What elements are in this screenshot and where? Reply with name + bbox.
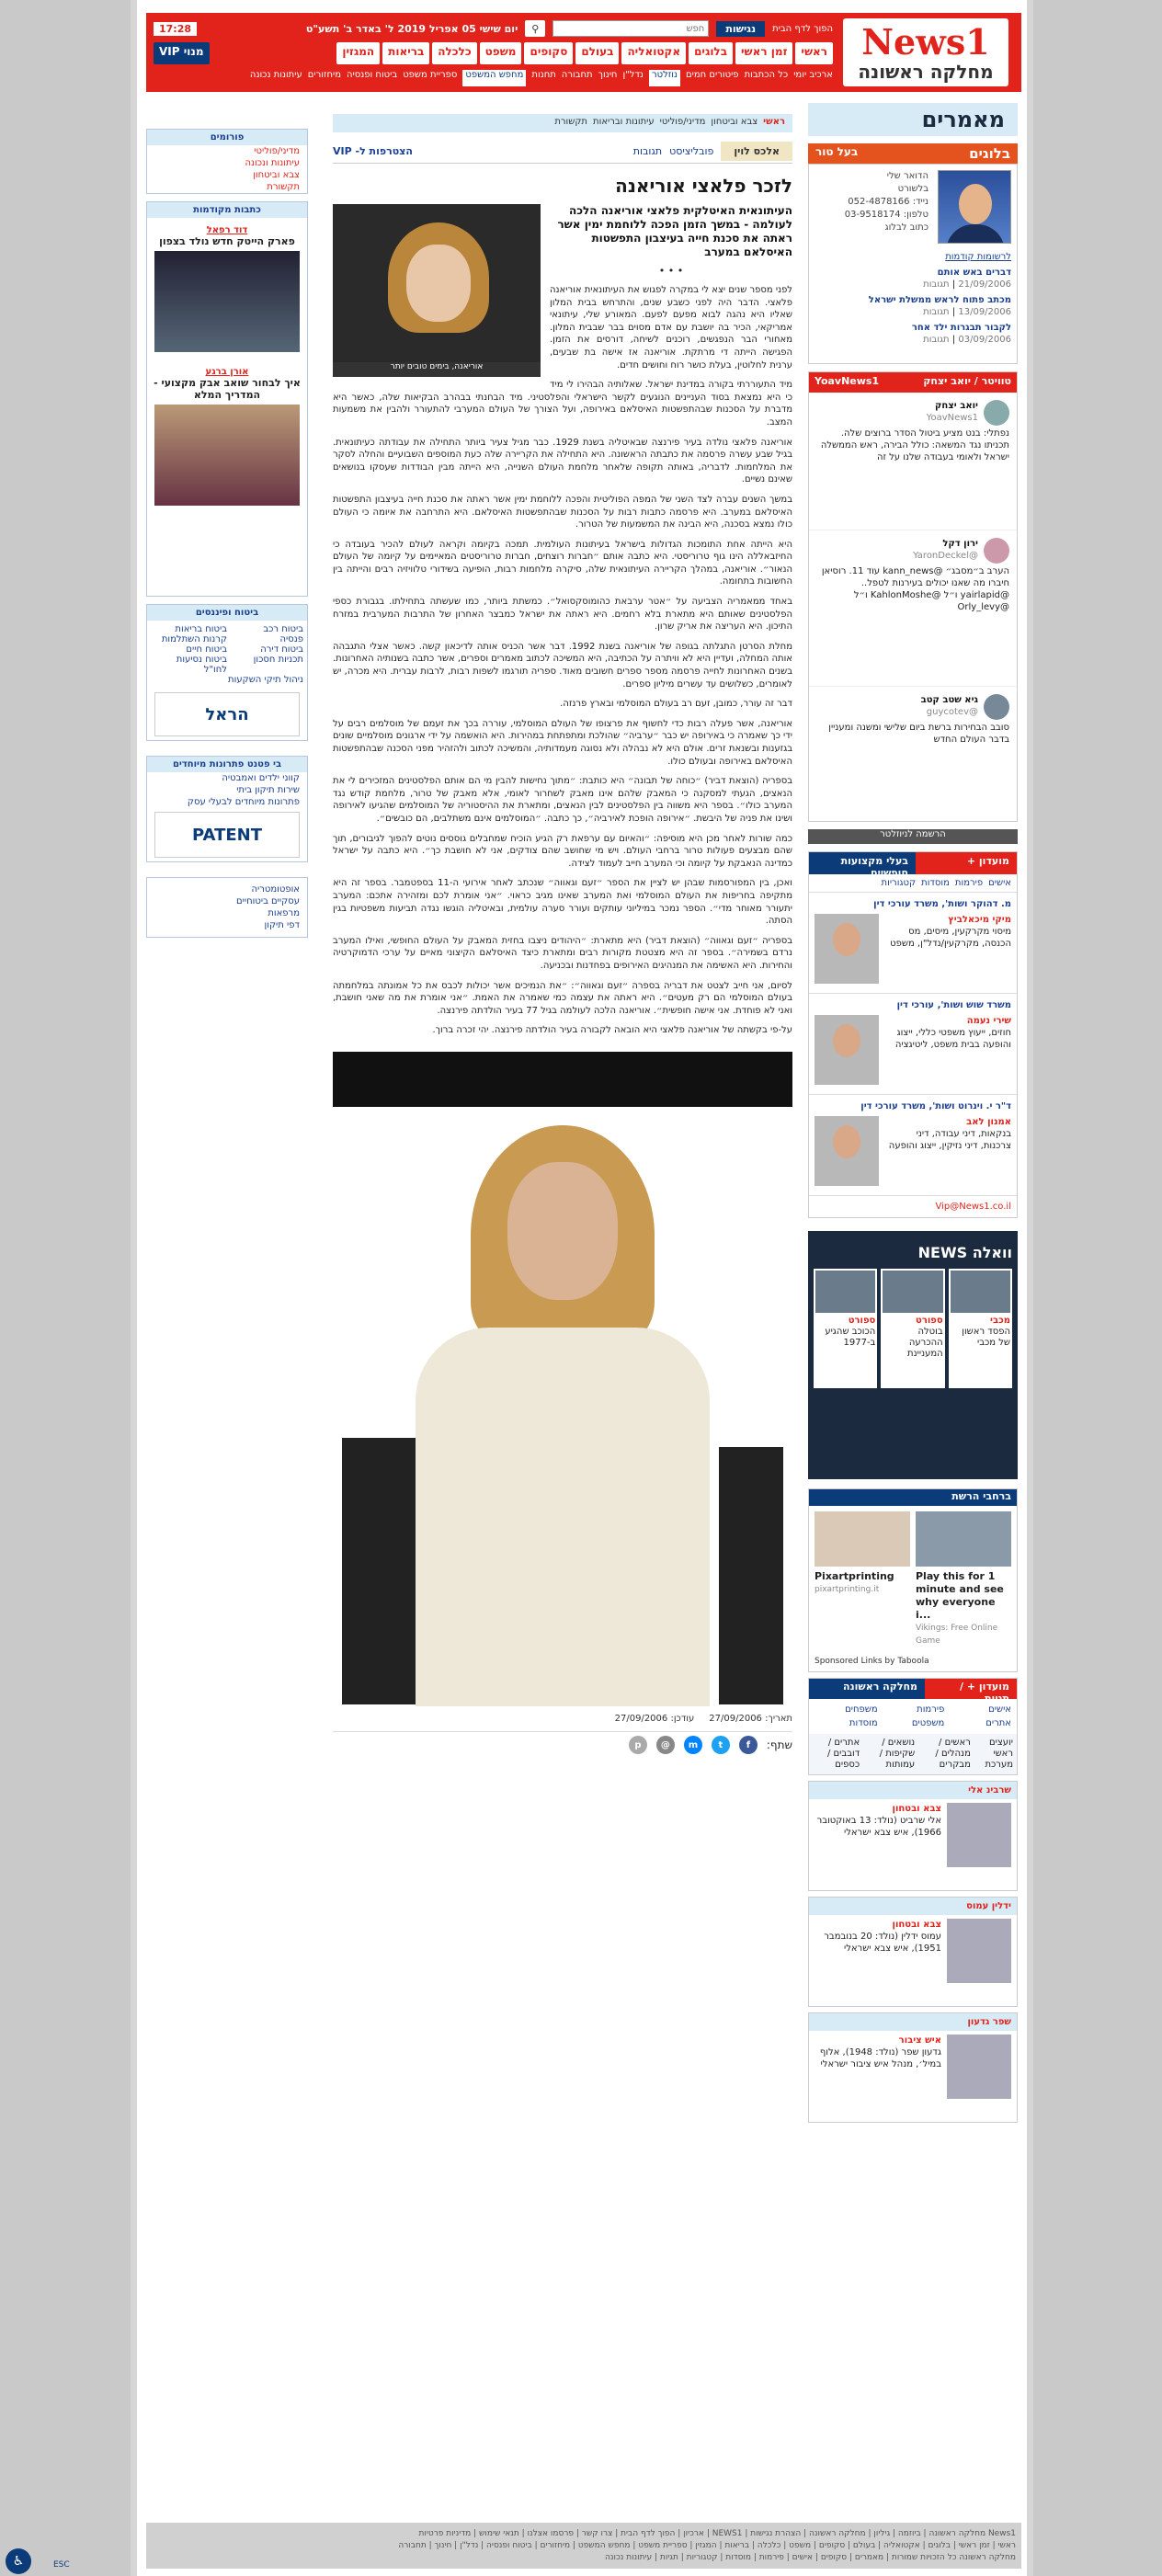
person-category[interactable]: איש ציבור bbox=[898, 2035, 941, 2046]
walla-logo[interactable]: וואלה NEWS bbox=[917, 1244, 1012, 1261]
article bbox=[333, 114, 792, 1759]
subnav-item[interactable]: מחפש המשפט bbox=[462, 70, 526, 86]
tweet-avatar[interactable] bbox=[984, 400, 1009, 426]
messenger-icon[interactable]: m bbox=[684, 1736, 702, 1754]
blog-posts: לרשומות קודמות דברים באש אותם 21/09/2006 | תגובות מכתב פתוח לראש ממשלת ישראל 13/09/2006 | תגובות לקבור תבגרות ילד אחר 03/09/2006 | תגובות bbox=[815, 244, 1011, 346]
person-name[interactable]: ידלין עמוס bbox=[809, 1898, 1017, 1915]
walla-item[interactable] bbox=[881, 1269, 944, 1388]
promoted-image[interactable] bbox=[154, 251, 300, 352]
taboola-item[interactable] bbox=[916, 1511, 1011, 1647]
blogger-info-line[interactable]: הדואר שלי bbox=[886, 171, 928, 181]
lawyer-areas: חוזים, ייעוץ משפטי כללי, ייצוג והופעה בבית משפט, ליטיגציה bbox=[894, 1028, 1011, 1050]
tab-comments[interactable]: תגובות bbox=[632, 145, 663, 157]
subnav-item[interactable]: ארכיב יומי bbox=[793, 70, 833, 80]
blogger-info bbox=[815, 170, 928, 234]
photo-caption: אוריאנה, בימים טובים יותר bbox=[333, 362, 541, 377]
author-bar bbox=[333, 140, 792, 164]
tags-box bbox=[808, 1678, 1018, 1775]
vip-join-link[interactable]: הצטרפות ל- VIP bbox=[333, 145, 413, 157]
article-large-photo[interactable] bbox=[333, 1052, 792, 1706]
blogger-avatar[interactable] bbox=[938, 170, 1011, 244]
misc-link[interactable]: אופטומטריה bbox=[251, 884, 300, 895]
lawyer-photo[interactable] bbox=[815, 1116, 879, 1186]
misc-box bbox=[146, 877, 308, 938]
club-label[interactable]: מועדון + bbox=[916, 852, 1017, 874]
tags-columns bbox=[809, 1734, 1017, 1774]
insurance-link[interactable]: ניהול תיקי השקעות bbox=[228, 675, 303, 685]
blog-post-comments[interactable]: תגובות bbox=[923, 335, 950, 345]
insurance-link[interactable]: ביטוח חיים bbox=[186, 644, 227, 655]
newsletter-strip[interactable]: הרשמה לניוזלטר bbox=[808, 829, 1018, 844]
insurance-link[interactable]: ביטוח דירה bbox=[260, 644, 303, 655]
sub-nav bbox=[154, 70, 833, 86]
tab-institutions[interactable]: מוסדות bbox=[921, 878, 950, 888]
twitter-title: טוויטר / יואב יצחק bbox=[923, 375, 1011, 387]
misc-link[interactable]: מרפאות bbox=[268, 908, 300, 918]
person-photo[interactable] bbox=[947, 2035, 1011, 2099]
walla-item-image[interactable] bbox=[815, 1271, 875, 1313]
blog-post-title[interactable]: דברים באש אותם bbox=[937, 268, 1011, 278]
subnav-item[interactable]: נוזלטר bbox=[649, 70, 680, 86]
blog-post-comments[interactable]: תגובות bbox=[923, 279, 950, 290]
blogs-subtitle: בעל טור bbox=[815, 145, 859, 158]
tweet-author[interactable]: גיא שטב קטב bbox=[920, 695, 978, 705]
site-logo[interactable] bbox=[843, 18, 1008, 86]
footer-links[interactable]: מחלקה ראשונה כל הזכויות שמורות | מאמרים | סקופים | אישים | פירמות | מוסדות | קטגוריות | תגיות | עיתונות נכונה bbox=[605, 2553, 1016, 2562]
breadcrumb-item[interactable]: מדיני/פוליטי bbox=[659, 117, 706, 127]
footer-links[interactable]: ראשי | זמן ראשי | בלוגים | אקטואליה | בעולם | סקופים | משפט | כלכלה | בריאות | המגזין | ספריית משפט | מחפש המשפט | מיחזורים | ביטוח ופנסיה | נדל"ן | חינוך | תחבורה bbox=[398, 2541, 1016, 2550]
subnav-item[interactable]: ספריית משפט bbox=[403, 70, 458, 80]
search-input[interactable] bbox=[553, 20, 709, 37]
share-label: שתף: bbox=[766, 1738, 792, 1752]
taboola-item-source: Vikings: Free Online Game bbox=[916, 1624, 998, 1646]
insurance-link[interactable]: ביטוח בריאות bbox=[175, 624, 227, 634]
footer-links[interactable]: News1 מחלקה ראשונה | ביוזמה | גיליון | מחלקה ראשונה | הצהרת נגישות | NEWS1 | ארכיון | הפוך לדף הבית | צרו קשר | פרסמו אצלנו | תנאי שימוש | מדיניות פרטיות bbox=[418, 2529, 1016, 2538]
taboola-item-title[interactable]: Play this for 1 minute and see why everyone i... bbox=[916, 1570, 1004, 1621]
patent-logo[interactable]: PATENT bbox=[154, 812, 300, 858]
taboola-item[interactable] bbox=[815, 1511, 910, 1647]
main-nav bbox=[154, 42, 833, 64]
article-photo[interactable] bbox=[333, 204, 541, 377]
article-paragraph: על-פי בקשתה של אוריאנה פלאצי היא הובאה לקבורה בעיר הולדתה פירנצה. יהי זכרה ברוך. bbox=[432, 1025, 792, 1036]
nav-item-scoops[interactable]: סקופים bbox=[524, 42, 573, 64]
tweet-text: סובב הבחירות ברשת ביום שלישי ומשנה ומעניין בדבר העולם החדש bbox=[828, 723, 1009, 745]
patent-link[interactable]: פתרונות מיוחדים לבעלי עסק bbox=[187, 797, 300, 807]
article-paragraph: בספריה (הוצאת דביר) ״כוחה של תבונה״ היא כותבת: ״מתוך נחישות להבין מי הם אותם הפלסטינים המזכירים לי את הנאצים, הגעתי למסקנה כי המאבק שלהם אינו מאבק לשחרור לאומי, אלא מאבק של טרור, מלחמת קודש נגד המערב כולו״. בספר היא משווה בין הפלסטינים לבין הנאצים, ומתארת את ההיסטוריה של המוסלמים שהגיעו לאירופה ושינו את פניה של היבשת. ״אירופה הופכת לאירביה״, כך כתבה. ״המוסלמים אינם משתלבים, הם כובשים״. bbox=[333, 776, 792, 824]
walla-item-tag: מכבי bbox=[990, 1316, 1010, 1326]
vip-button[interactable]: מנוי VIP bbox=[154, 42, 210, 64]
tag-link[interactable]: פירמות bbox=[917, 1704, 945, 1715]
updated-date: 27/09/2006 bbox=[614, 1713, 668, 1724]
person-photo[interactable] bbox=[947, 1803, 1011, 1867]
law-firm-name[interactable]: משרד שוש ושות', עורכי דין bbox=[896, 1000, 1011, 1010]
harel-logo[interactable]: הראל bbox=[154, 692, 300, 736]
tags-column[interactable]: נושאים / שקיפות / עמותות bbox=[879, 1738, 916, 1770]
nav-item-prime[interactable]: זמן ראשי bbox=[735, 42, 792, 64]
article-paragraph: דבר זה עורר, כמובן, זעם רב בעולם המוסלמי ובארץ פרנזה. bbox=[560, 699, 792, 710]
tag-link[interactable]: אישים bbox=[988, 1704, 1011, 1715]
forums-title: פורומים bbox=[147, 130, 307, 145]
esc-label[interactable]: ESC bbox=[53, 2560, 70, 2570]
blogger-info-line: נייד: 052-4878166 bbox=[848, 197, 928, 207]
article-title: לזכר פלאצי אוריאנה bbox=[615, 175, 792, 197]
logo-subtitle: מחלקה ראשונה bbox=[858, 61, 994, 83]
tweet-handle[interactable]: @guycotev bbox=[926, 707, 978, 717]
homepage-link[interactable]: הפוך לדף הבית bbox=[772, 23, 833, 34]
promoted-author[interactable]: אורן ברגע bbox=[205, 367, 249, 377]
misc-link[interactable]: דפי תיקון bbox=[264, 920, 300, 930]
blog-post-date: 21/09/2006 bbox=[958, 279, 1011, 290]
insurance-link[interactable]: ביטוח רכב bbox=[263, 624, 303, 634]
forum-link[interactable]: מדיני/פוליטי bbox=[254, 146, 300, 156]
insurance-link[interactable]: קרנות השתלמות bbox=[161, 634, 227, 644]
blogger-info-line[interactable]: כתוב לבלוג bbox=[884, 222, 928, 233]
article-paragraph: בספריה ״זעם וגאווה״ (הוצאת דביר) היא מתארת: ״היהודים ניצבו בחזית המאבק על העולם החופשי, ואילו המערב נרדם בשמירה״. בספר זה היא מצטטת מקורות רבים ומתארת כיצד האיסלאם הקיצוני מאיים על ערכי הדמוקרטיה והחירות. היא האשימה את המנהיגים האירופים בפחדנות ובכניעה. bbox=[333, 935, 792, 971]
nav-item-news[interactable]: אקטואליה bbox=[621, 42, 686, 64]
article-paragraph: ואכן, בין המפורסמות שבהן יש לציין את הספר ״זעם וגאווה״ שנכתב לאחר אירועי ה-11 בספטמבר. בספר זה היא מתקיפה בחריפות את העולם המוסלמי ואת המערב שאינו מגיב כראוי. ״אני אומרת לכם ומזהירה אתכם: המערב יתעורר מאוחר מדי״. הספר נמכר במיליוני עותקים ועורר סערה עולמית, ובאיטליה הוגשו נגדה תביעות משפטיות בגין הסתה. bbox=[333, 878, 792, 927]
taboola-item-title[interactable]: Pixartprinting bbox=[815, 1570, 894, 1582]
publish-date: 27/09/2006 bbox=[709, 1713, 762, 1724]
walla-item[interactable] bbox=[814, 1269, 877, 1388]
blogger-info-line[interactable]: בלשורט bbox=[897, 184, 928, 194]
promoted-articles-box bbox=[146, 201, 308, 597]
breadcrumb-item[interactable]: צבא וביטחון bbox=[711, 117, 758, 127]
taboola-item-source: pixartprinting.it bbox=[815, 1585, 880, 1594]
taboola-title: ברחבי הרשת bbox=[809, 1489, 1017, 1506]
separator-dots: • • • bbox=[658, 265, 684, 277]
tab-categories[interactable]: קטגוריות bbox=[881, 878, 917, 888]
previous-posts-link[interactable]: לרשומות קודמות bbox=[945, 252, 1011, 262]
person-bio: אלי שרביט (נולד: 13 באוקטובר 1966), איש צבא ישראלי bbox=[816, 1816, 941, 1838]
sponsored-label[interactable]: Sponsored Links by Taboola bbox=[815, 1657, 929, 1666]
person-name[interactable]: שרבינ אלי bbox=[809, 1782, 1017, 1799]
insurance-link[interactable]: תכניות חסכון bbox=[253, 655, 303, 665]
tag-link[interactable]: משפחים bbox=[845, 1704, 878, 1715]
insurance-title: ביטוח ופיננסים bbox=[147, 605, 307, 621]
logo-text: News1 bbox=[861, 21, 990, 63]
lawyer-name[interactable]: שירי נעמה bbox=[966, 1016, 1011, 1026]
professionals-box bbox=[808, 851, 1018, 1218]
article-paragraph: לסיום, אני חייב לצטט את דבריה בספרה ״זעם וגאווה״: ״את הנמיכים אשר יכולות לכבס את כל אמונתה במלחמתה בעולם המוסלמי הם רק מעטים״. היא ראתה את עצמה כמי שאמרה את האמת. ״אני אומרת את מה שאני חושבת, ואני לא פוחדת. אני אישה חופשית״. אוריאנה הלכה לעולמה בגיל 77 בעיר הולדתה פירנצה. bbox=[333, 980, 792, 1016]
tweet[interactable] bbox=[809, 687, 1017, 753]
patent-box bbox=[146, 756, 308, 862]
blog-post-title[interactable]: לקבור תבגרות ילד אחר bbox=[911, 323, 1011, 333]
tweet-text: הערב ב״מסבג״ @kann_news עוד 11. רוסיאן חיברו מה שאנו יכולים בעירנות לטפל.. @yairlapid ו״ל @KahlonMoshe ו״ל @Orly_levy bbox=[821, 566, 1009, 612]
law-firm-name[interactable]: ד"ר י. וינרוט ושות', משרד עורכי דין bbox=[860, 1101, 1011, 1111]
lawyer-name[interactable]: אמנון לאב bbox=[966, 1117, 1011, 1127]
lawyer-areas: מיסוי מקרקעין, מיסים, מס הכנסה, מקרקעין/נדל"ן, משפט bbox=[890, 927, 1011, 949]
nav-item-health[interactable]: בריאות bbox=[382, 42, 429, 64]
tags-column[interactable]: ראשים / מנהלים / מבקרים bbox=[935, 1738, 971, 1770]
article-paragraph: לפני מספר שנים יצא לי במקרה לפגוש את העיתונאית אוריאנה פלאצי. הדבר היה לפני כשבע שנים, והתרחש בבית המלון שאליו היא נהגה לבוא מפעם לפעם. המאורע שלי, עיתונאי אמריקאי, הכיר בה יושבת עם אדם מסוים בבר שבבית המלון. מאחורי הבר הנפגשים, רוכנים לשיחה, דורסים את הזמן. הפגישה הייתה די מרתקת. אוריאנה אז אישה בת שבעים, ערנית לחלוטין, בעלת כושר רוח וחושים חדים. bbox=[550, 285, 792, 370]
patent-link[interactable]: קווני ילדים ואמבטיה bbox=[222, 773, 300, 783]
article-paragraph: אוריאנה, אשר פעלה רבות כדי לחשוף את פרצופו של העולם המוסלמי, עוררה בכך את זעמם של מוסלמים רבים על ידי כך שאמרה כי באירופה יש כבר ״ערביה״ שהולכת ומתפתחת במהירות. היא הואשמה על ידי ארגונים מוסלמיים שונים בגזענות ובשנאת זרים. אולם היא לא נבהלה ולא נסוגה מעמדותיה, והמשיכה לכתוב ולהזהיר מפני הסכנה שבהתפשטות האיסלאם באירופה ובעולם כולו. bbox=[333, 718, 792, 767]
tags-brand[interactable]: מחלקה ראשונה bbox=[809, 1679, 925, 1699]
print-icon[interactable]: p bbox=[629, 1736, 647, 1754]
lawyer-name[interactable]: מיקי מיכאלביץ bbox=[948, 915, 1011, 925]
tweet[interactable] bbox=[809, 393, 1017, 530]
tweet-author[interactable]: יואב יצחק bbox=[935, 401, 978, 411]
person-card bbox=[808, 2012, 1018, 2123]
blog-post-date: 03/09/2006 bbox=[958, 335, 1011, 345]
tab-people[interactable]: אישים bbox=[988, 878, 1011, 888]
professionals-tabs bbox=[809, 874, 1017, 892]
twitter-handle[interactable]: YoavNews1 bbox=[815, 375, 880, 387]
misc-link[interactable]: עסקיים ביטוחיים bbox=[236, 896, 300, 906]
nav-item-magazine[interactable]: המגזין bbox=[336, 42, 380, 64]
professionals-header bbox=[809, 852, 1017, 879]
promoted-image[interactable] bbox=[154, 405, 300, 506]
law-firm-section bbox=[809, 892, 1017, 993]
share-bar bbox=[333, 1731, 792, 1759]
article-dates bbox=[333, 1714, 792, 1724]
date-text: יום שישי 05 אפריל 2019 ל' באדר ב' תשע"ט bbox=[305, 22, 518, 35]
person-bio: גדעון שפר (נולד: 1948), אלוף במיל׳, מנהל איש ציבור ישראלי bbox=[819, 2047, 941, 2069]
insurance-box bbox=[146, 604, 308, 741]
forums-box bbox=[146, 129, 308, 194]
person-photo[interactable] bbox=[947, 1919, 1011, 1983]
tab-columnist[interactable]: פובליציסט bbox=[669, 145, 714, 157]
subnav-item[interactable]: ביטוח ופנסיה bbox=[347, 70, 398, 80]
tweet-handle[interactable]: YoavNews1 bbox=[926, 413, 978, 423]
right-column bbox=[808, 103, 1018, 2123]
blogger-info-line: טלפון: 03-9518174 bbox=[844, 210, 928, 220]
article-paragraph: אוריאנה פלאצי נולדה בעיר פירנצה שבאיטליה בשנת 1929. כבר מגיל צעיר ביותר התחילה את עבודתה כעיתונאית. בגיל שבע עשרה פרסמה את כתבתה הראשונה. היא התחילה את הקריירה שלה כעת המוספים השבועיים והחלה לסקר את המלחמות. לדבריה, באותה תקופה שלאחר מלחמת העולם השנייה, היא הייתה מבין הבודדות שעסקו בנושאים שאינם נשיים. bbox=[333, 437, 792, 485]
walla-item-tag: ספורט bbox=[916, 1316, 943, 1326]
accessibility-button[interactable]: נגישות bbox=[716, 21, 765, 37]
insurance-link[interactable]: פנסיה bbox=[279, 634, 303, 644]
blogger-box bbox=[808, 164, 1018, 364]
breadcrumb-item[interactable]: ראשי bbox=[763, 117, 785, 127]
walla-item-title[interactable]: בוטלה ההכרעה המעניינת bbox=[907, 1327, 943, 1359]
patent-link[interactable]: שירות תיקון ביתי bbox=[236, 785, 300, 795]
nav-item-economy[interactable]: כלכלה bbox=[432, 42, 476, 64]
search-icon[interactable]: ⚲ bbox=[525, 20, 545, 37]
tag-link[interactable]: מוסדות bbox=[849, 1718, 878, 1728]
lawyer-areas: בנקאות, דיני עבודה, דיני צרכנות, דיני נזיקין, ייצוג והופעה bbox=[888, 1129, 1011, 1151]
person-category[interactable]: צבא ובטחון bbox=[892, 1804, 941, 1814]
blog-post-comments[interactable]: תגובות bbox=[923, 307, 950, 317]
tab-firms[interactable]: פירמות bbox=[954, 878, 984, 888]
forum-link[interactable]: תקשורת bbox=[267, 182, 300, 192]
top-bar bbox=[154, 18, 833, 39]
twitter-icon[interactable]: t bbox=[712, 1736, 730, 1754]
footer bbox=[146, 2523, 1021, 2569]
law-firm-section bbox=[809, 993, 1017, 1094]
taboola-image[interactable] bbox=[815, 1511, 910, 1567]
tweet-avatar[interactable] bbox=[984, 538, 1009, 564]
walla-item-image[interactable] bbox=[951, 1271, 1010, 1313]
person-card bbox=[808, 1781, 1018, 1891]
insurance-link[interactable]: ביטוח נסיעות לחו"ל bbox=[176, 655, 227, 675]
breadcrumb bbox=[333, 114, 792, 132]
person-name[interactable]: שפר גדעון bbox=[809, 2013, 1017, 2031]
left-column bbox=[146, 129, 308, 945]
taboola-widget bbox=[808, 1488, 1018, 1672]
section-title: מאמרים bbox=[808, 103, 1018, 136]
law-firm-name[interactable]: מ. דהוקר ושות', משרד עורכי דין bbox=[873, 899, 1011, 909]
subnav-item[interactable]: כל הכתבות bbox=[744, 70, 789, 80]
tag-link[interactable]: משפטים bbox=[911, 1718, 945, 1728]
clock: 17:28 bbox=[154, 22, 197, 36]
subnav-item[interactable]: חינוך bbox=[598, 70, 618, 80]
tags-title[interactable]: מועדון + / תגיות bbox=[925, 1679, 1017, 1699]
accessibility-icon[interactable]: ♿ bbox=[6, 2548, 31, 2574]
subnav-item[interactable]: נדל"ן bbox=[622, 70, 644, 80]
tags-column[interactable]: יועצים ראשי מערכת bbox=[985, 1738, 1013, 1770]
date-label: תאריך: bbox=[765, 1713, 792, 1724]
article-lead: העיתונאית האיטלקית פלאצי אוריאנה הלכה לעולמה - במשך הזמן הפכה ללוחמת ימין אשר ראתה את סכנת חייה בעיצבון התפשטות האיסלאם במערב bbox=[557, 204, 792, 258]
walla-item-title[interactable]: הכוכב שהגיע ב-1977 bbox=[825, 1327, 876, 1348]
patent-title: בי פטנט פתרונות מיוחדים bbox=[147, 757, 307, 772]
subnav-item[interactable]: פיטורים חמים bbox=[685, 70, 739, 80]
nav-item-world[interactable]: בעולם bbox=[575, 42, 619, 64]
walla-item-title[interactable]: הפסד ראשון של מכבי bbox=[962, 1327, 1010, 1348]
blogs-title[interactable]: בלוגים bbox=[969, 145, 1010, 162]
nav-item-home[interactable]: ראשי bbox=[795, 42, 833, 64]
promoted-headline[interactable]: איך לבחור שואב אבק מקצועי - המדריך המלא bbox=[154, 377, 301, 401]
twitter-header bbox=[809, 372, 1017, 393]
walla-item-image[interactable] bbox=[883, 1271, 942, 1313]
breadcrumb-item[interactable]: תקשורת bbox=[554, 117, 588, 127]
promoted-headline[interactable]: פארק הייטק חדש נולד בצפון bbox=[159, 235, 295, 247]
law-firm-section bbox=[809, 1094, 1017, 1195]
nav-item-law[interactable]: משפט bbox=[480, 42, 522, 64]
author-name[interactable]: אלכס לוין bbox=[721, 142, 792, 161]
article-paragraph: מיד התעוררתי בקורה במדינת ישראל. שאלותיה הבהירו לי מיד כי היא נמצאת בסוד העניינים הנוגעים לקשר הישראלי והפלסטיני. מיד הבחנתי בבהרב הבקיאות שלה, כאשר היא מדברת על הסכנות שבהתפשטות האיסלאם באירופה, ועל הצורך של העולם המערבי להתעורר ולהבין את משמעות המצב. bbox=[333, 380, 792, 427]
twitter-widget bbox=[808, 371, 1018, 822]
tweet[interactable] bbox=[809, 530, 1017, 687]
person-card bbox=[808, 1897, 1018, 2007]
subnav-item[interactable]: תחבורה bbox=[561, 70, 593, 80]
vip-email-link[interactable]: Vip@News1.co.il bbox=[809, 1195, 1017, 1217]
facebook-icon[interactable]: f bbox=[739, 1736, 758, 1754]
lawyer-photo[interactable] bbox=[815, 1015, 879, 1085]
blogs-header bbox=[808, 143, 1018, 164]
promoted-author[interactable]: דוד רפאל bbox=[206, 225, 248, 235]
article-paragraph: כמה שורות לאחר מכן היא מוסיפה: ״והאיום עם ערפאת רק הגיע הוכיח שמחבלים גוססים נוטים להפוך לגיבורים, תוך שהם מבצעים פעולות טרור ברחבי העולם. ויש מי שחושב שהם צודקים, אני לא חושבת כך״. היא כתבה על ישראל כמדינה הנאבקת על קיומה וכי המערב חייב לעמוד לצידה. bbox=[333, 833, 792, 869]
person-bio: עמוס ידלין (נולד: 20 בנובמבר 1951), איש צבא ישראלי bbox=[824, 1932, 941, 1954]
professionals-title[interactable]: בעלי מקצועות חופשיים bbox=[809, 852, 916, 874]
tweet-handle[interactable]: @YaronDeckel bbox=[913, 551, 978, 561]
article-paragraph: במשך השנים עברה לצד השני של המפה הפוליטית והפכה ללוחמת ימין אשר ראתה את סכנת חייה בעיצבון התפשטות האיסלאם במערב. היא פרסמה כתבות רבות על הסכנות שבהתפשטות האיסלאם. היא התרחבה את איומה כי העולם כולו נמצא בסכנה, היא הבינה את המשמעות של הטרור. bbox=[333, 494, 792, 530]
tags-grid bbox=[809, 1699, 1017, 1734]
forum-link[interactable]: צבא וביטחון bbox=[253, 170, 300, 180]
nav-item-blogs[interactable]: בלוגים bbox=[689, 42, 733, 64]
page bbox=[131, 0, 1033, 2576]
article-paragraph: באחד ממאמריה הצביעה על ״אטר ערבאת כהומוסקסואל״. כמשתת ביותר, כמו שעשתה בתחילתו. בגבורת כספי הפלסטינים שאותם היא מתארת בלא רחמים. היא ראתה את ישראל כמבצר האחרון של התרבות המערבית במזרח התיכון. היא העריצה את אריק שרון. bbox=[333, 597, 792, 633]
tag-link[interactable]: אתרים bbox=[985, 1718, 1011, 1728]
walla-item[interactable] bbox=[949, 1269, 1012, 1388]
tweet-text: נפתלי: בנט מציע ביטול הסדר ברוצים שלה. תכניתו נגד המשאה: כולל הבירה, ראש הממשלה ישראל ולאומי בעבודה שלנו על זה bbox=[820, 428, 1009, 462]
subnav-item[interactable]: עיתונות נכונה bbox=[249, 70, 302, 80]
tweet-author[interactable]: ירון דקל bbox=[942, 539, 978, 549]
person-category[interactable]: צבא ובטחון bbox=[892, 1920, 941, 1930]
tags-column[interactable]: אתרים / דובבים / כספים bbox=[827, 1738, 860, 1770]
promoted-title: כתבות מקודמות bbox=[147, 202, 307, 218]
lawyer-photo[interactable] bbox=[815, 914, 879, 984]
email-icon[interactable]: @ bbox=[656, 1736, 675, 1754]
subnav-item[interactable]: תחנות bbox=[531, 70, 556, 80]
forum-link[interactable]: עיתונות ונכונה bbox=[245, 158, 300, 168]
walla-news-widget bbox=[808, 1231, 1018, 1479]
updated-label: עודכן: bbox=[670, 1713, 695, 1724]
blog-post-title[interactable]: מכתב פתוח לראש ממשלת ישראל bbox=[868, 295, 1011, 305]
tweet-avatar[interactable] bbox=[984, 694, 1009, 720]
taboola-image[interactable] bbox=[916, 1511, 1011, 1567]
tags-header bbox=[809, 1679, 1017, 1704]
breadcrumb-item[interactable]: עיתונות ובריאות bbox=[593, 117, 655, 127]
article-paragraph: היא הייתה אחת התומכות הגדולות בישראל בעיתונות העולמית. תמכה בקיומה וקראה לעולם להכיר בעובדה כי החיזבאללה הינו גוף טרוריסטי. היא כתבה אותם ״חברות רוצחים, חברות טרוריסטים המאיימים על קיומה של העולם הנאור״. אוריאנה, במהלך הקריירה העיתונאית שלה, סיקרה מלחמות רבות, הופיעה בשידורי טלוויזיה רבים והייתה בין החשובות בתחומה. bbox=[333, 539, 792, 587]
walla-item-tag: ספורט bbox=[848, 1316, 876, 1326]
header bbox=[146, 13, 1021, 92]
article-paragraph: מחלת הסרטן התגלתה בגופה של אוריאנה בשנת 1992. דבר אשר הכניס אותה לדיכאון קשה. כאשר אצלי התגבהה אותה המחלה, ועדיין היא לא וויתרה על הכתיבה, היא המשיכה לכתוב מאמרים וספרים, אשר כתבה בשנותיה האחרונות. בשנים האחרונות לחייה פרסמה מספר ספרים חשובים מאוד. ספריה תורגמו לשפות רבות, לרבות עברית. היא מכרה, יש לאומרים, כשלושים עד עשרים מיליון ספרים. bbox=[333, 641, 792, 690]
blog-post-date: 13/09/2006 bbox=[958, 307, 1011, 317]
subnav-item[interactable]: מיחזורים bbox=[307, 70, 342, 80]
